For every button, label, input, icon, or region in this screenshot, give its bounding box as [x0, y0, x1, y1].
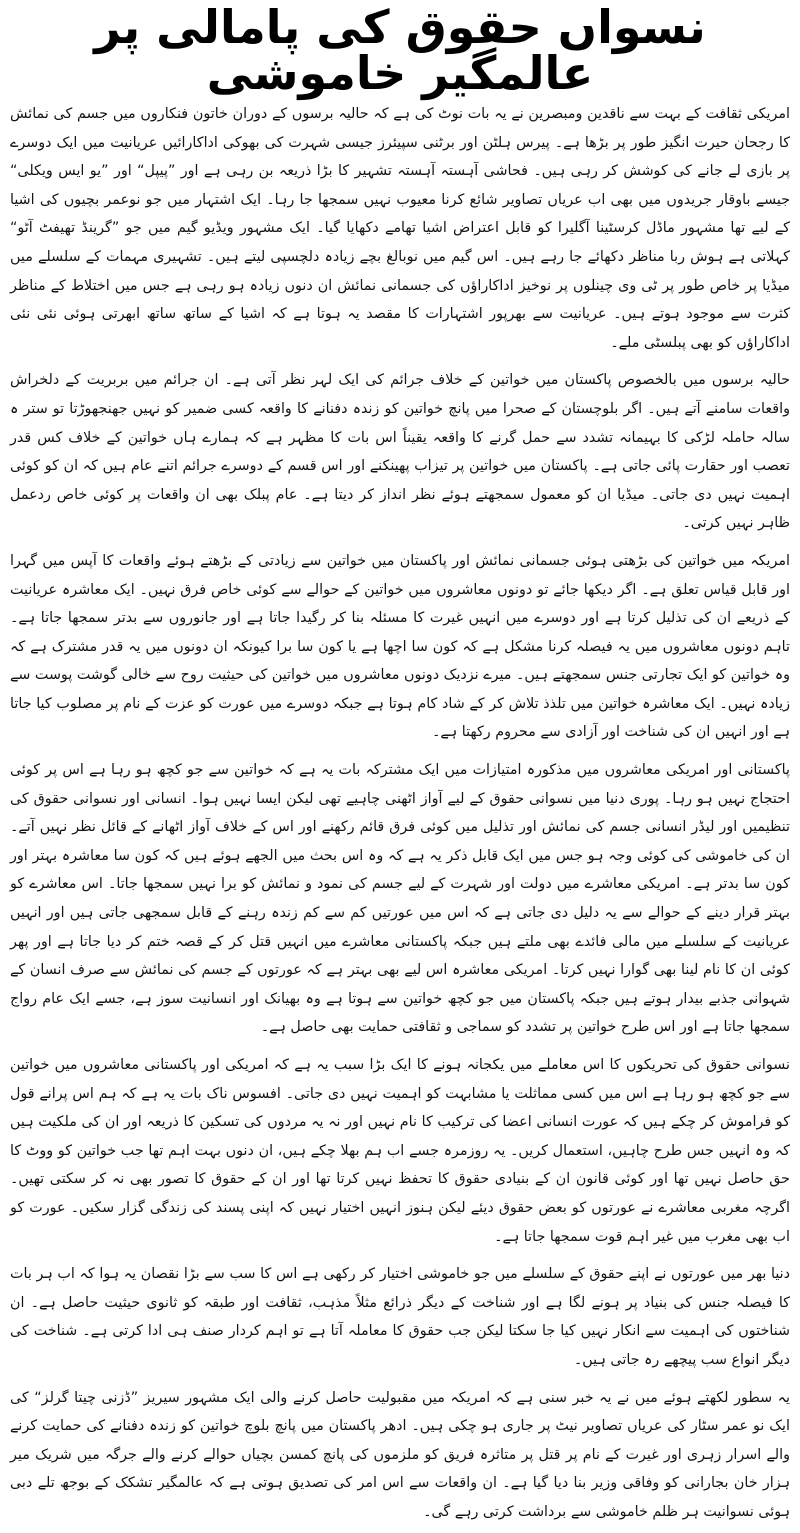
article-paragraph: پاکستانی اور امریکی معاشروں میں مذکورہ امتیازات میں ایک مشترکہ بات یہ ہے کہ خواتین سے جو کچھ ہو رہا ہے اس پر کوئی احتجاج نہیں ہو رہا۔ پوری دنیا میں نسوانی حقوق کے لیے آواز اٹھنی چاہیے تھی لیکن ایسا نہیں ہوا۔ انسانی اور نسوانی حقوق کی تنظیمیں اور لیڈر انسانی جسم کی نمائش اور تذلیل میں کوئی فرق قائم رکھنے اور اس کے خلاف آواز اٹھانے کے قائل نظر نہیں آتے۔ ان کی خاموشی کی کوئی وجہ ہو جس میں ایک قابل ذکر یہ ہے کہ وہ اس بحث میں الجھے ہوئے ہیں کہ کون سا معاشرہ بہتر اور کون سا بدتر ہے۔ امریکی معاشرے میں دولت اور شہرت کے لیے جسم کی نمود و نمائش کو برا نہیں سمجھا جاتا۔ اس معاشرے کو بہتر قرار دینے کے حوالے سے یہ دلیل دی جاتی ہے کہ اس میں عورتیں کم سے کم زندہ رہنے کے قابل سمجھی جاتی ہیں اور انہیں عریانیت کے سلسلے میں مالی فائدے بھی ملتے ہیں جبکہ پاکستانی معاشرے میں انہیں قتل کر کے قصہ ختم کر دیا جاتا ہے اور پھر کوئی ان کا نام لینا بھی گوارا نہیں کرتا۔ امریکی معاشرہ اس لیے بھی بہتر ہے کہ عورتوں کے جسم کی نمائش سے صرف انسان کے شہوانی جذبے بیدار ہوتے ہیں جبکہ پاکستان میں جو کچھ خواتین سے ہوتا ہے وہ بھیانک اور انسانیت سوز ہے، جسے ایک عام رواج سمجھا جاتا ہے اور اس طرح خواتین پر تشدد کو سماجی و ثقافتی حمایت بھی حاصل ہے۔	[10, 762, 790, 1036]
article-paragraph: امریکی ثقافت کے بہت سے ناقدین ومبصرین نے یہ بات نوٹ کی ہے کہ حالیہ برسوں کے دوران خاتون فنکاروں میں جسم کی نمائش کا رجحان حیرت انگیز طور پر بڑھا ہے۔ پیرس ہلٹن اور برٹنی سپیئرز جیسی شہرت کی بھوکی اداکارائیں عریانیت میں ایک دوسرے پر بازی لے جانے کی کوشش کر رہی ہیں۔ فحاشی آہستہ آہستہ تشہیر کا بڑا ذریعہ بن رہی ہے اور ”پیپل“ اور ”یو ایس ویکلی“ جیسے باوقار جریدوں میں بھی اب عریاں تصاویر شائع کرنا معیوب نہیں سمجھا جا رہا۔ ایک اشتہار میں جو نوعمر بچیوں کی اشیا کے لیے تھا مشہور ماڈل کرسٹینا آگلیرا کو قابل اعتراض اشیا تھامے دکھایا گیا۔ ایک مشہور ویڈیو گیم میں جو ”گرینڈ تھیفٹ آٹو“ کہلاتی ہے ہوش ربا مناظر دکھائے جا رہے ہیں۔ اس گیم میں نوبالغ بچے زیادہ دلچسپی لیتے ہیں۔ تشہیری مہمات کے سلسلے میں میڈیا پر خاص طور پر ٹی وی چینلوں پر نوخیز اداکاراؤں کی جسمانی نمائش ان دنوں زیادہ ہو رہی ہے جس میں اختلاط کے مناظر کثرت سے موجود ہوتے ہیں۔ عریانیت سے بھرپور اشتہارات کا مقصد یہ ہوتا ہے کہ اشیا کے ساتھ ساتھ ابھرتی ہوئی نئی نئی اداکاراؤں کو بھی پبلسٹی ملے۔	[10, 106, 790, 351]
article-paragraph: دنیا بھر میں عورتوں نے اپنے حقوق کے سلسلے میں جو خاموشی اختیار کر رکھی ہے اس کا سب سے بڑا نقصان یہ ہوا کہ اب ہر بات کا فیصلہ جنس کی بنیاد پر ہونے لگا ہے اور شناخت کے دیگر ذرائع مثلاً مذہب، ثقافت اور طبقہ کو ثانوی حیثیت حاصل ہے۔ ان شناختوں کی اہمیت سے انکار نہیں کیا جا سکتا لیکن جب حقوق کا معاملہ آتا ہے تو اہم کردار صنف ہی ادا کرتی ہے۔ شناخت کی دیگر انواع سب پیچھے رہ جاتی ہیں۔	[10, 1266, 790, 1368]
article-headline: نسواں حقوق کی پامالی پر عالمگیر خاموشی	[94, 0, 706, 100]
article-body	[10, 100, 790, 1527]
article-paragraph: امریکہ میں خواتین کی بڑھتی ہوئی جسمانی نمائش اور پاکستان میں خواتین سے زیادتی کے بڑھتے ہوئے واقعات کا آپس میں گہرا اور قابل قیاس تعلق ہے۔ اگر دیکھا جائے تو دونوں معاشروں میں خواتین کے حوالے سے کوئی خاص فرق نہیں۔ ایک معاشرہ عریانیت کے ذریعے ان کی تذلیل کرتا ہے اور دوسرے میں انہیں غیرت کا مسئلہ بنا کر رگیدا جاتا ہے اور جانوروں سے بدتر سمجھا جاتا ہے۔ تاہم دونوں معاشروں میں یہ فیصلہ کرنا مشکل ہے کہ کون سا اچھا ہے یا کون سا برا کیونکہ ان دونوں میں یہ قدر مشترک ہے کہ وہ خواتین کو ایک تجارتی جنس سمجھتے ہیں۔ میرے نزدیک دونوں معاشروں میں خواتین کی حیثیت روح سے خالی گوشت پوست سے زیادہ نہیں۔ ایک معاشرہ خواتین میں تلذذ تلاش کر کے شاد کام ہوتا ہے جبکہ دوسرے میں عورت کو عزت کے نام پر مصلوب کیا جاتا ہے اور انہیں ان کی شناخت اور آزادی سے محروم رکھتا ہے۔	[10, 552, 790, 741]
article-paragraph: یہ سطور لکھتے ہوئے میں نے یہ خبر سنی ہے کہ امریکہ میں مقبولیت حاصل کرنے والی ایک مشہور سیریز ”ڈزنی چیتا گرلز“ کی ایک نو عمر سٹار کی عریاں تصاویر نیٹ پر جاری ہو چکی ہیں۔ ادھر پاکستان میں پانچ بلوچ خواتین کو زندہ دفنانے کی حمایت کرنے والے اسرار زہری اور غیرت کے نام پر قتل پر متاثرہ فریق کو ملزموں کی پانچ کمسن بچیاں حوالے کرنے والے جرگہ میں شریک میر ہزار خان بجارانی کو وفاقی وزیر بنا دیا گیا ہے۔ ان واقعات سے اس امر کی تصدیق ہوتی ہے کہ عالمگیر تشکک کے بوجھ تلے دبی ہوئی نسوانیت ہر ظلم خاموشی سے برداشت کرتی رہے گی۔	[10, 1389, 790, 1520]
article-paragraph: حالیہ برسوں میں بالخصوص پاکستان میں خواتین کے خلاف جرائم کی ایک لہر نظر آتی ہے۔ ان جرائم میں بربریت کے دلخراش واقعات سامنے آتے ہیں۔ اگر بلوچستان کے صحرا میں پانچ خواتین کو زندہ دفنانے کا واقعہ کسی ضمیر کو نہیں جھنجھوڑتا تو ستر ہ سالہ حاملہ لڑکی کا بہیمانہ تشدد سے حمل گرنے کا واقعہ یقیناً اس بات کا مظہر ہے کہ ہمارے ہاں خواتین کے خلاف کس قدر تعصب اور حقارت پائی جاتی ہے۔ پاکستان میں خواتین پر تیزاب پھینکنے اور اس قسم کے دوسرے جرائم اتنے عام ہیں کہ ان کو کوئی اہمیت نہیں دی جاتی۔ میڈیا ان کو معمول سمجھتے ہوئے نظر انداز کر دیتا ہے۔ عام پبلک بھی ان واقعات پر کوئی خاص ردعمل ظاہر نہیں کرتی۔	[10, 372, 790, 532]
article-paragraph: نسوانی حقوق کی تحریکوں کا اس معاملے میں یکجانہ ہونے کا ایک بڑا سبب یہ ہے کہ امریکی اور پاکستانی معاشروں میں خواتین سے جو کچھ ہو رہا ہے اس میں کسی مماثلت یا مشابہت کو اہمیت نہیں دی جاتی۔ افسوس ناک بات یہ ہے کہ ہم اس پرانے قول کو فراموش کر چکے ہیں کہ عورت انسانی اعضا کی ترکیب کا نام نہیں اور نہ یہ مردوں کی تسکین کا ذریعہ اور ان کی ملکیت ہیں کہ وہ انہیں جس طرح چاہیں، استعمال کریں۔ یہ روزمرہ جسے اب ہم بھلا چکے ہیں، ان دنوں بہت اہم تھا جب خواتین کو ووٹ کا حق حاصل نہیں تھا اور کوئی قانون ان کے بنیادی حقوق کا تحفظ نہیں کرتا تھا اور ان کے حقوق کا تصور بھی نہ کر سکتی تھیں۔ اگرچہ مغربی معاشرے نے عورتوں کو بعض حقوق دیئے لیکن ہنوز انہیں اختیار نہیں کہ اپنی پسند کی زندگی گزار سکیں۔ عورت کو اب بھی مغرب میں غیر اہم قوت سمجھا جاتا ہے۔	[10, 1057, 790, 1245]
